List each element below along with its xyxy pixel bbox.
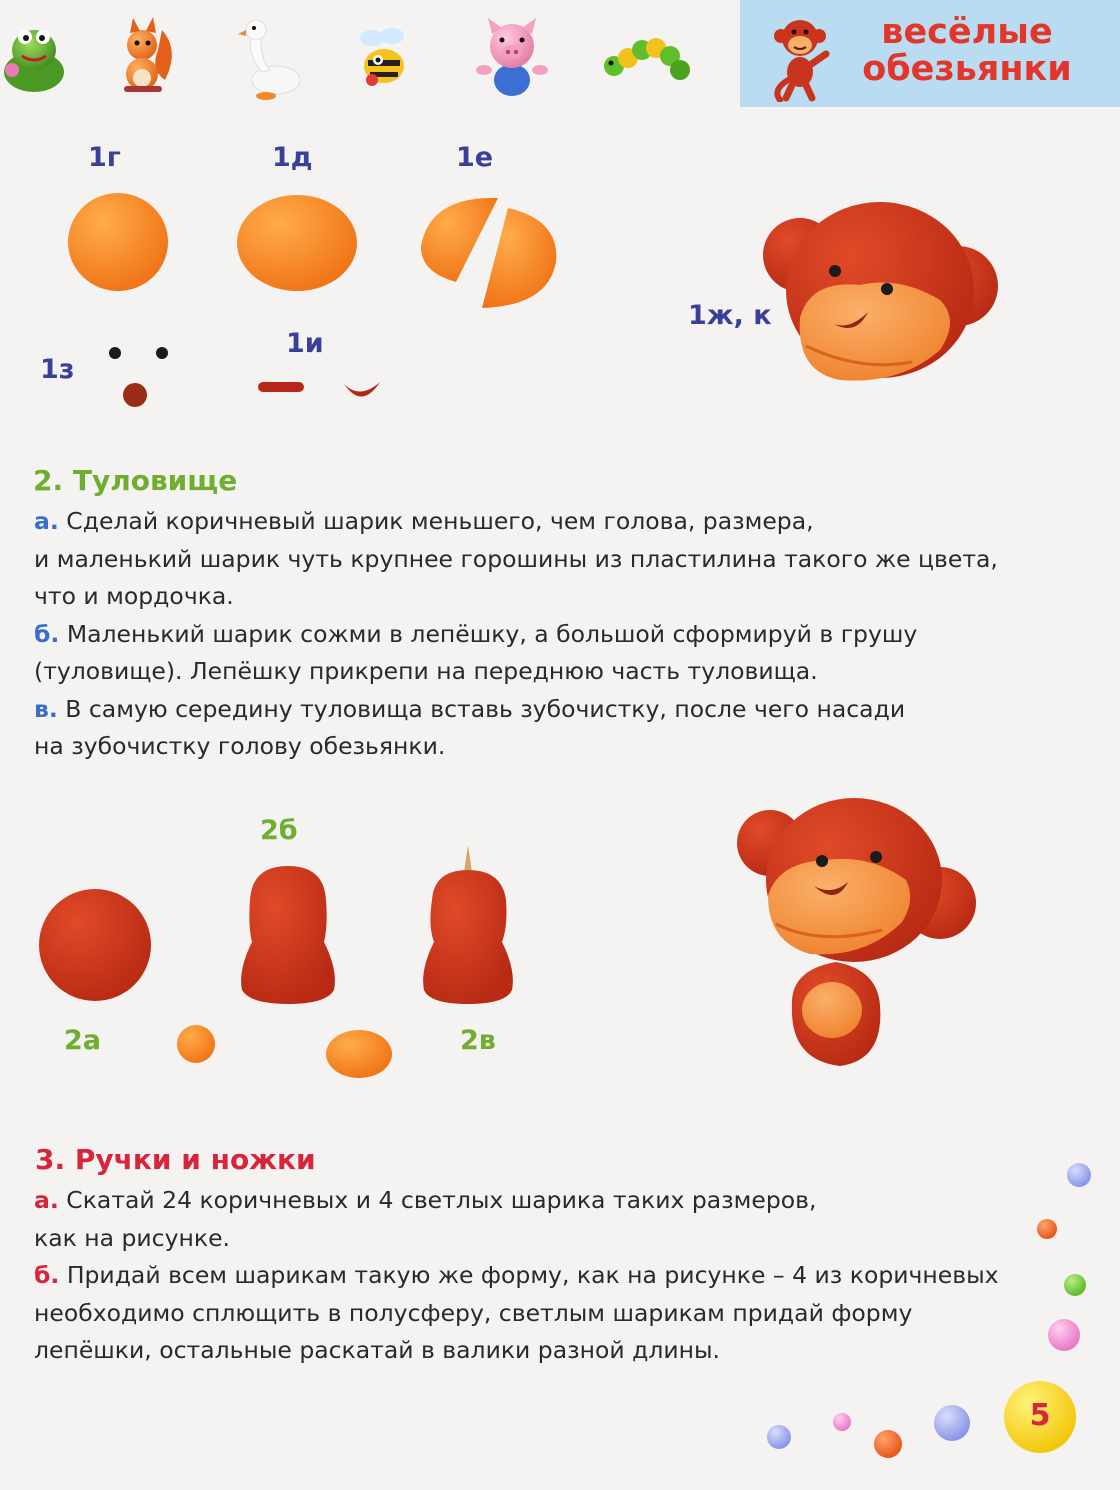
section-2-a-line2: и маленький шарик чуть крупнее горошины из пластилина такого же цвета, xyxy=(34,544,998,573)
step-letter-b: б. xyxy=(34,619,60,648)
label-1e: 1е xyxy=(456,142,494,173)
section-2-step-v xyxy=(34,691,1034,729)
flatcake-2b xyxy=(326,1030,392,1078)
label-2v: 2в xyxy=(460,1025,496,1056)
section-3-b-line3: лепёшки, остальные раскатай в валики разной длины. xyxy=(34,1336,721,1364)
section-3-a-line2: как на рисунке. xyxy=(34,1223,230,1252)
section-2-title: 2. Туловище xyxy=(33,464,238,497)
section-3-a-line1: Скатай 24 коричневых и 4 светлых шарика таких размеров, xyxy=(66,1186,817,1214)
section-2-text xyxy=(34,503,1034,766)
section-2-step-b xyxy=(34,616,1034,654)
step-letter-a: а. xyxy=(34,1186,59,1214)
section-3-b-line2: необходимо сплющить в полусферу, светлым шарикам придай форму xyxy=(34,1298,913,1327)
page-title-line2: обезьянки xyxy=(862,49,1072,89)
small-ball-2a xyxy=(177,1025,215,1063)
label-2a: 2а xyxy=(64,1025,102,1056)
step-letter-v: в. xyxy=(34,694,58,723)
section-2-b-line2: (туловище). Лепёшку прикрепи на переднюю часть туловища. xyxy=(34,657,818,685)
eyes-nose-1z xyxy=(109,347,168,407)
page-title-line1: весёлые xyxy=(881,12,1053,52)
ball-2a xyxy=(39,889,151,1001)
halves-1e xyxy=(421,198,556,308)
section-2-a-line3: что и мордочка. xyxy=(34,582,234,610)
pear-2b xyxy=(241,866,335,1004)
label-1d: 1д xyxy=(272,142,313,173)
step-letter-a: а. xyxy=(34,507,59,535)
section-2-a-line1: Сделай коричневый шарик меньшего, чем голова, размера, xyxy=(66,507,814,535)
label-1zhk: 1ж, к xyxy=(688,300,772,331)
page-number: 5 xyxy=(1029,1398,1051,1433)
pear-with-toothpick-2v xyxy=(423,845,513,1004)
monkey-assembled-2 xyxy=(737,798,976,1066)
oval-1d xyxy=(237,195,357,291)
section-2-v-line1: В самую середину туловища вставь зубочистку, после чего насади xyxy=(65,694,906,723)
section-3-text xyxy=(34,1182,1034,1370)
section-3-step-b xyxy=(34,1257,1034,1295)
section-2-step-a xyxy=(34,503,1034,541)
ball-1g xyxy=(68,193,168,291)
mouth-pieces-1i xyxy=(258,382,380,397)
label-2b: 2б xyxy=(260,815,298,846)
section-3-b-line1: Придай всем шарикам такую же форму, как на рисунке – 4 из коричневых xyxy=(66,1261,999,1289)
section-3-title: 3. Ручки и ножки xyxy=(35,1143,316,1176)
label-1g: 1г xyxy=(88,142,121,173)
label-1i: 1и xyxy=(286,328,324,359)
monkey-head-1zhk xyxy=(763,202,998,381)
section-2-b-line1: Маленький шарик сожми в лепёшку, а большой сформируй в грушу xyxy=(66,619,918,648)
section-3-step-a xyxy=(34,1182,1034,1220)
label-1z: 1з xyxy=(40,354,75,385)
section-2-v-line2: на зубочистку голову обезьянки. xyxy=(34,732,446,760)
step-letter-b: б. xyxy=(34,1261,60,1289)
